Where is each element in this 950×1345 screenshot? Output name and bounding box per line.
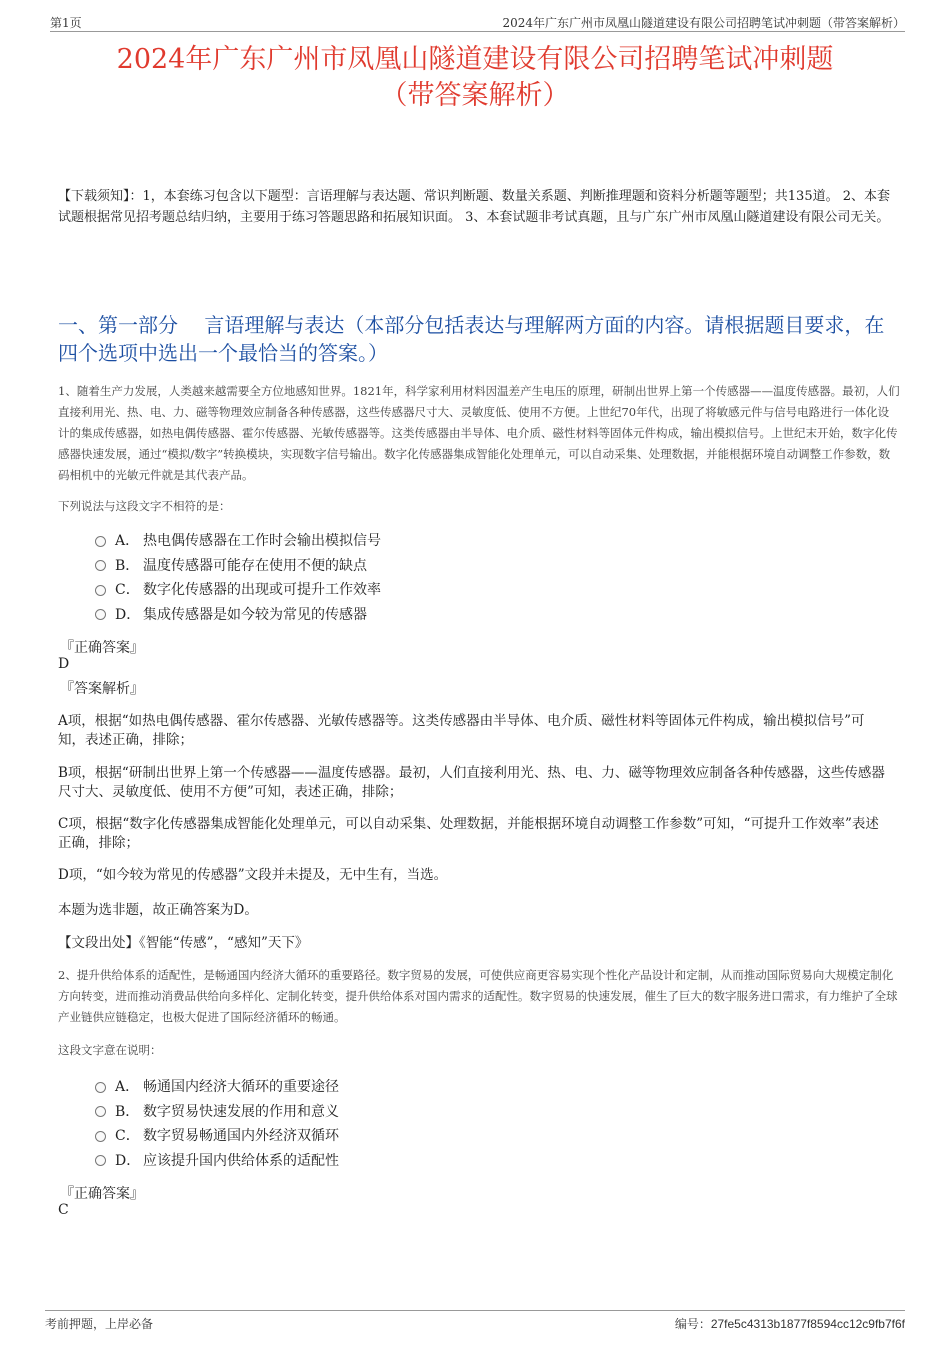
question-1-option-d[interactable]: D． 集成传感器是如今较为常见的传感器	[95, 603, 595, 628]
question-2-option-b[interactable]: B． 数字贸易快速发展的作用和意义	[95, 1100, 595, 1125]
question-2-prompt: 这段文字意在说明：	[58, 1043, 162, 1057]
page-number: 第1页	[50, 16, 82, 30]
question-1-option-a[interactable]: A． 热电偶传感器在工作时会输出模拟信号	[95, 529, 595, 554]
footer-code: 编号：27fe5c4313b1877f8594cc12c9fb7f6f	[674, 1317, 905, 1331]
page-footer	[45, 1310, 905, 1329]
title-line-2: （带答案解析）	[380, 80, 570, 111]
question-2-options	[95, 1075, 595, 1173]
analysis-item-b: B项，根据“研制出世界上第一个传感器——温度传感器。最初，人们直接利用光、热、电、力、磁等物理效应制备各种传感器，这些传感器尺寸大、灵敏度低、使用不方便”可知，表述正确，排除；	[58, 765, 885, 800]
question-2-stem: 2、提升供给体系的适配性，是畅通国内经济大循环的重要路径。数字贸易的发展，可使供应商更容易实现个性化产品设计和定制，从而推动国际贸易向大规模定制化方向转变，进而推动消费品供给向多样化、定制化转变，提升供给体系对国内需求的适配性。数字贸易的快速发展，催生了巨大的数字服务进口需求，有力维护了全球产业链供应链稳定，也极大促进了国际经济循环的畅通。	[58, 968, 898, 1024]
question-1-options	[95, 529, 595, 627]
radio-icon[interactable]	[95, 1082, 106, 1093]
radio-icon[interactable]	[95, 560, 106, 571]
footer-slogan: 考前押题，上岸必备	[45, 1317, 154, 1331]
title-line-1: 2024年广东广州市凤凰山隧道建设有限公司招聘笔试冲刺题	[116, 44, 834, 75]
document-title	[40, 42, 910, 114]
question-1-option-c[interactable]: C． 数字化传感器的出现或可提升工作效率	[95, 578, 595, 603]
question-2-option-d[interactable]: D． 应该提升国内供给体系的适配性	[95, 1149, 595, 1174]
question-1-analysis-label: 『答案解析』	[60, 681, 144, 697]
radio-icon[interactable]	[95, 1106, 106, 1117]
radio-icon[interactable]	[95, 1131, 106, 1142]
question-1-prompt: 下列说法与这段文字不相符的是：	[58, 499, 231, 513]
analysis-item-a: A项，根据“如热电偶传感器、霍尔传感器、光敏传感器等。这类传感器由半导体、电介质、磁性材料等固体元件构成，输出模拟信号”可知，表述正确，排除；	[58, 713, 865, 748]
question-2-option-c[interactable]: C． 数字贸易畅通国内外经济双循环	[95, 1124, 595, 1149]
radio-icon[interactable]	[95, 585, 106, 596]
analysis-conclusion: 本题为选非题，故正确答案为D。	[58, 902, 258, 918]
analysis-item-d: D项，“如今较为常见的传感器”文段并未提及，无中生有，当选。	[58, 867, 448, 883]
question-1-option-b[interactable]: B． 温度传感器可能存在使用不便的缺点	[95, 554, 595, 579]
question-2-answer: C	[58, 1202, 69, 1218]
download-notice: 【下载须知】：1，本套练习包含以下题型：言语理解与表达题、常识判断题、数量关系题、判断推理题和资料分析题等题型；共135道。 2、本套试题根据常见招考题总结归纳，主要用于练习答题思路和拓展知识面。 3、本套试题非考试真题，且与广东广州市凤凰山隧道建设有限公司无关。	[58, 189, 890, 225]
radio-icon[interactable]	[95, 1155, 106, 1166]
analysis-source: 【文段出处】《智能“传感”，“感知”天下》	[58, 935, 309, 951]
radio-icon[interactable]	[95, 609, 106, 620]
section-heading: 一、第一部分 言语理解与表达（本部分包括表达与理解两方面的内容。请根据题目要求，在四个选项中选出一个最恰当的答案。）	[58, 313, 885, 365]
question-1-answer-label: 『正确答案』	[60, 640, 144, 656]
analysis-item-c: C项，根据“数字化传感器集成智能化处理单元，可以自动采集、处理数据，并能根据环境自动调整工作参数”可知，“可提升工作效率”表述正确，排除；	[58, 816, 879, 851]
question-2-answer-label: 『正确答案』	[60, 1186, 144, 1202]
question-1-stem: 1、随着生产力发展，人类越来越需要全方位地感知世界。1821年，科学家利用材料因温差产生电压的原理，研制出世界上第一个传感器——温度传感器。最初，人们直接利用光、热、电、力、磁等物理效应制备各种传感器，这些传感器尺寸大、灵敏度低、使用不方便。上世纪70年代，出现了将敏感元件与信号电路进行一体化设计的集成传感器，如热电偶传感器、霍尔传感器、光敏传感器等。这类传感器由半导体、电介质、磁性材料等固体元件构成，输出模拟信号。上世纪末开始，数字化传感器快速发展，通过“模拟/数字”转换模块，实现数字信号输出。数字化传感器集成智能化处理单元，可以自动采集、处理数据，并能根据环境自动调整工作参数，数码相机中的光敏元件就是其代表产品。	[58, 384, 900, 482]
header-doc-title: 2024年广东广州市凤凰山隧道建设有限公司招聘笔试冲刺题（带答案解析）	[502, 16, 905, 30]
question-2-option-a[interactable]: A． 畅通国内经济大循环的重要途径	[95, 1075, 595, 1100]
radio-icon[interactable]	[95, 536, 106, 547]
question-1-answer: D	[58, 656, 70, 672]
page-header	[50, 14, 905, 32]
